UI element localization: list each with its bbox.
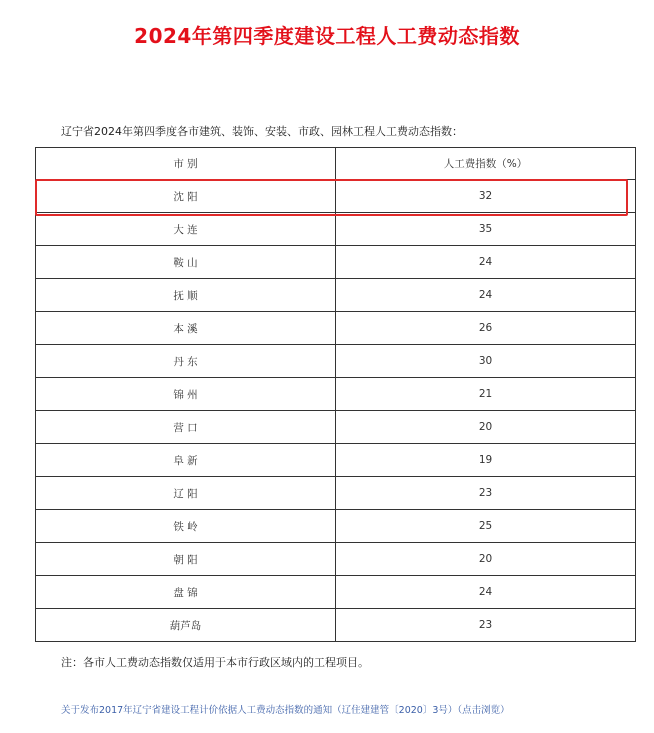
city-cell: 锦 州	[36, 378, 336, 411]
index-cell: 26	[336, 312, 636, 345]
index-cell: 24	[336, 246, 636, 279]
city-cell: 营 口	[36, 411, 336, 444]
city-cell: 本 溪	[36, 312, 336, 345]
table-row	[36, 477, 636, 510]
table-row	[36, 543, 636, 576]
header-city: 市 别	[36, 148, 336, 180]
city-cell: 铁 岭	[36, 510, 336, 543]
notice-link[interactable]: 关于发布2017年辽宁省建设工程计价依据人工费动态指数的通知（辽住建建管〔2020〕3号）（点击浏览）	[61, 705, 510, 716]
index-cell: 20	[336, 543, 636, 576]
city-cell: 沈 阳	[36, 180, 336, 213]
index-cell: 24	[336, 279, 636, 312]
table-row	[36, 180, 636, 213]
city-cell: 抚 顺	[36, 279, 336, 312]
intro-text: 辽宁省2024年第四季度各市建筑、装饰、安装、市政、园林工程人工费动态指数：	[61, 125, 463, 138]
table-row	[36, 510, 636, 543]
city-cell: 盘 锦	[36, 576, 336, 609]
table-row	[36, 576, 636, 609]
table-row	[36, 279, 636, 312]
index-cell: 30	[336, 345, 636, 378]
index-cell: 21	[336, 378, 636, 411]
index-cell: 24	[336, 576, 636, 609]
labor-index-table	[35, 147, 636, 642]
index-cell: 23	[336, 477, 636, 510]
city-cell: 丹 东	[36, 345, 336, 378]
table-row	[36, 345, 636, 378]
footnote: 注：各市人工费动态指数仅适用于本市行政区域内的工程项目。	[61, 656, 369, 669]
city-cell: 阜 新	[36, 444, 336, 477]
table-row	[36, 411, 636, 444]
table-row	[36, 609, 636, 642]
table-row	[36, 444, 636, 477]
page-title: 2024年第四季度建设工程人工费动态指数	[134, 24, 520, 48]
index-cell: 32	[336, 180, 636, 213]
city-cell: 鞍 山	[36, 246, 336, 279]
index-cell: 19	[336, 444, 636, 477]
index-cell: 20	[336, 411, 636, 444]
index-cell: 23	[336, 609, 636, 642]
city-cell: 朝 阳	[36, 543, 336, 576]
table-row	[36, 312, 636, 345]
city-cell: 葫芦岛	[36, 609, 336, 642]
index-cell: 35	[336, 213, 636, 246]
table-row	[36, 246, 636, 279]
table-header-row	[36, 148, 636, 180]
table-row	[36, 378, 636, 411]
city-cell: 辽 阳	[36, 477, 336, 510]
table-row	[36, 213, 636, 246]
header-index: 人工费指数（%）	[336, 148, 636, 180]
index-cell: 25	[336, 510, 636, 543]
city-cell: 大 连	[36, 213, 336, 246]
